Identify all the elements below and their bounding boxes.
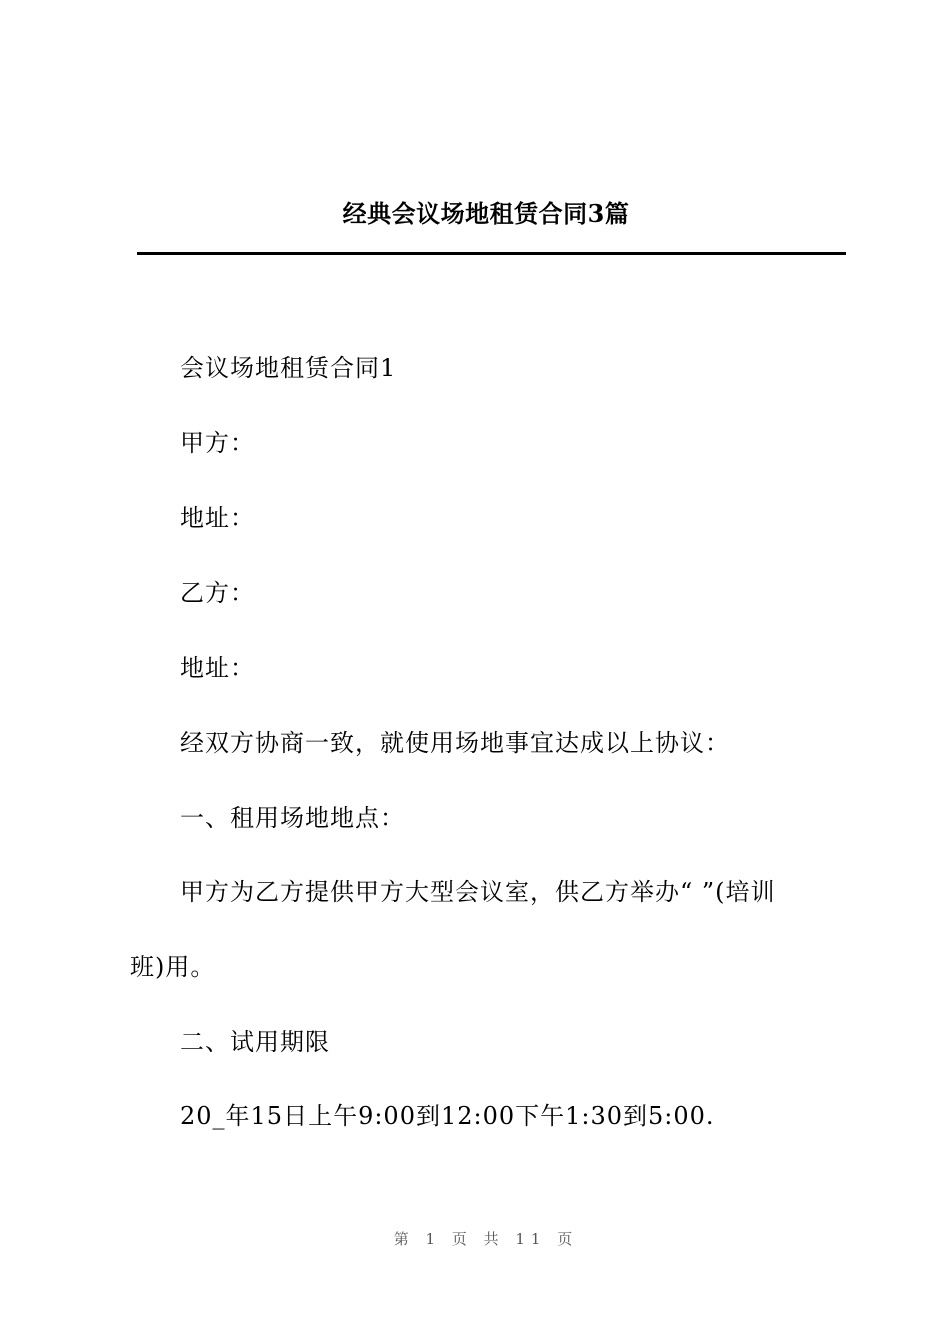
party-a-label: 甲方： bbox=[180, 429, 255, 457]
clause-2-body: 20_年15日上午9:00到12:00下午1:30到5:00. bbox=[180, 1102, 715, 1130]
agreement-intro-paragraph: 经双方协商一致，就使用场地事宜达成以上协议： bbox=[180, 729, 730, 757]
document-title: 经典会议场地租赁合同3篇 bbox=[342, 199, 630, 228]
page-number-footer: 第 1 页 共 11 页 bbox=[393, 1230, 579, 1248]
section-heading-contract-1: 会议场地租赁合同1 bbox=[180, 354, 397, 382]
clause-1-body-line-2: 班)用。 bbox=[130, 953, 216, 981]
clause-1-body-line-1: 甲方为乙方提供甲方大型会议室，供乙方举办“ ”(培训 bbox=[180, 878, 776, 906]
title-underline-rule bbox=[137, 252, 846, 255]
clause-2-heading: 二、试用期限 bbox=[180, 1028, 330, 1056]
party-b-address-label: 地址： bbox=[180, 654, 255, 682]
party-a-address-label: 地址： bbox=[180, 504, 255, 532]
party-b-label: 乙方： bbox=[180, 579, 255, 607]
clause-1-heading: 一、租用场地地点： bbox=[180, 804, 405, 832]
